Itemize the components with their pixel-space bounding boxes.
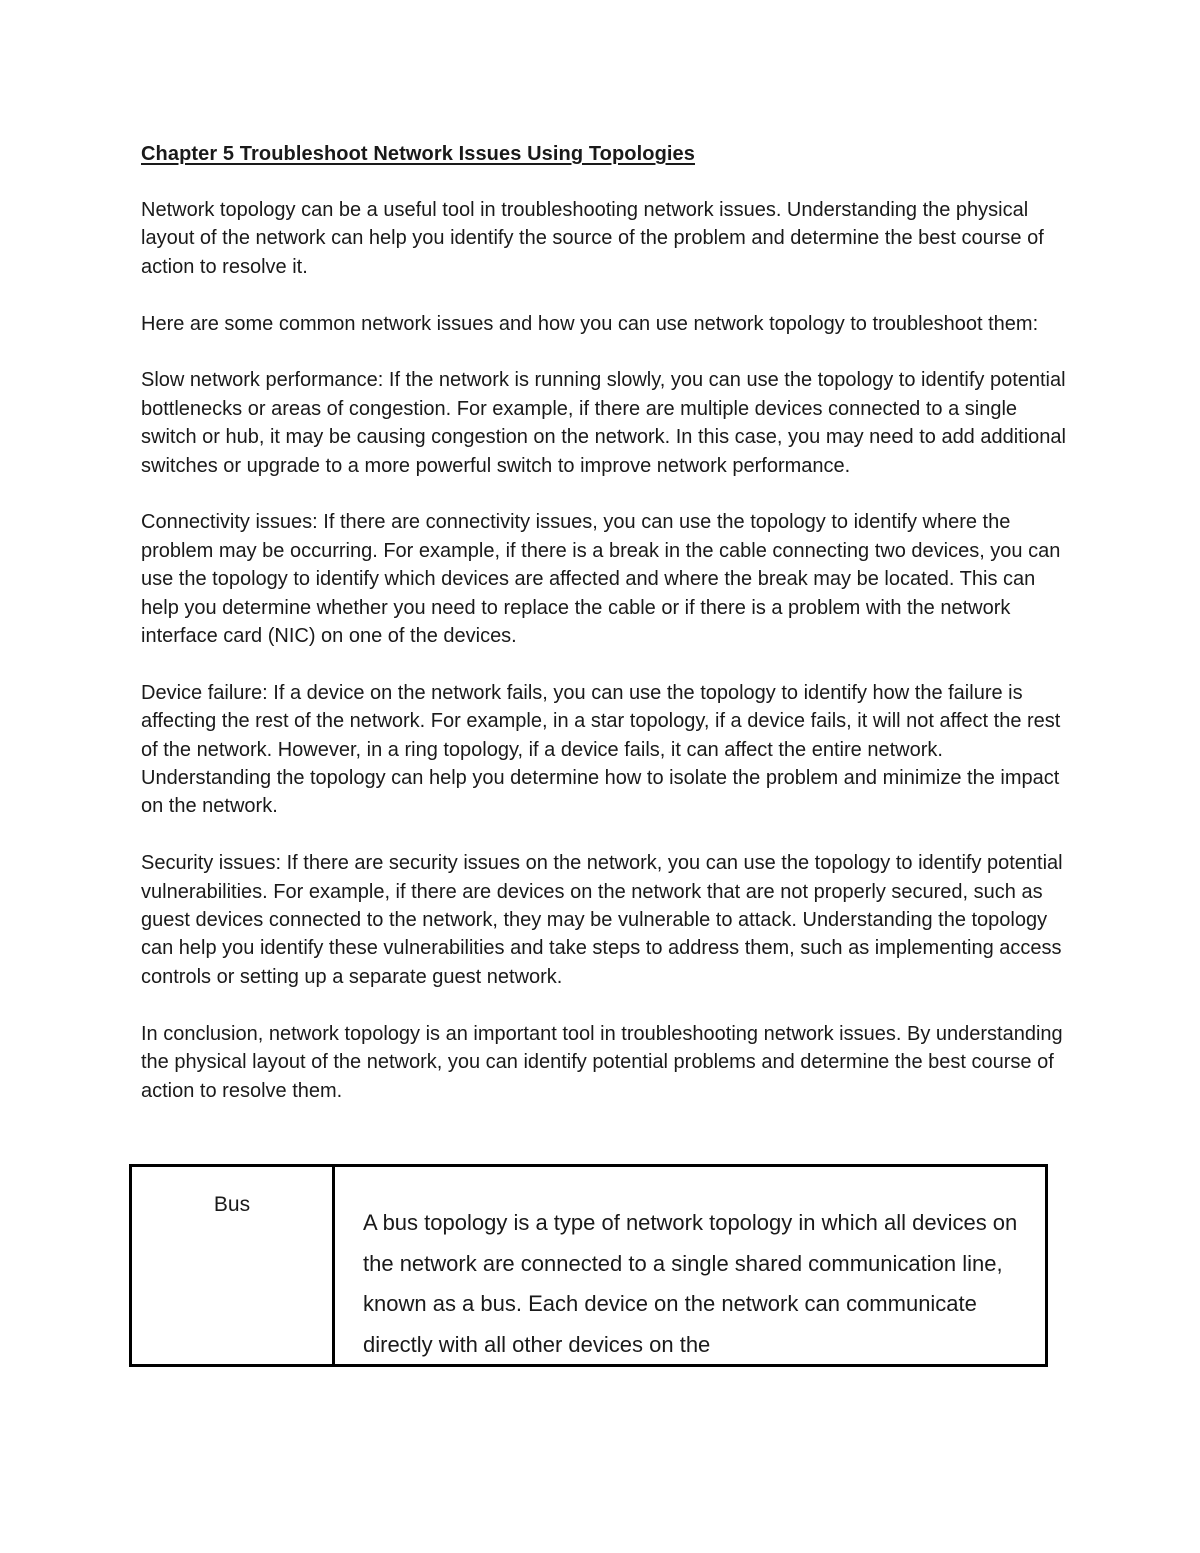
paragraph-connectivity: Connectivity issues: If there are connectivity issues, you can use the topology to identify where the problem may be occurring. For example, if there is a break in the cable connecting two devices, you can use the topology to identify which devices are affected and where the break may be located. This can help you determine whether you need to replace the cable or if there is a problem with the network interface card (NIC) on one of the devices.: [141, 511, 1061, 648]
paragraph-conclusion: In conclusion, network topology is an important tool in troubleshooting network issues. By understanding the physical layout of the network, you can identify potential problems and determine the best course of action to resolve them.: [141, 1022, 1063, 1102]
paragraph-security: Security issues: If there are security issues on the network, you can use the topology to identify potential vulnerabilities. For example, if there are devices on the network that are not properly secured, such as guest devices connected to the network, they may be vulnerable to attack. Understanding the topology can help you identify these vulnerabilities and take steps to address them, such as implementing access controls or setting up a separate guest network.: [141, 852, 1063, 988]
table-cell-topology-description: A bus topology is a type of network topology in which all devices on the network are connected to a single shared communication line, known as a bus. Each device on the network can communicate directly with all other devices on the: [363, 1210, 1018, 1357]
paragraph-intro: Network topology can be a useful tool in troubleshooting network issues. Understanding the physical layout of the network can help you identify the source of the problem and determine the best course of action to resolve it.: [141, 199, 1044, 278]
paragraph-device-failure: Device failure: If a device on the network fails, you can use the topology to identify how the failure is affecting the rest of the network. For example, in a star topology, if a device fails, it will not affect the rest of the network. However, in a ring topology, if a device fails, it can affect the entire network. Understanding the topology can help you determine how to isolate the problem and minimize the impact on the network.: [141, 681, 1061, 818]
document-body: [141, 140, 1066, 1105]
paragraph-slow-performance: Slow network performance: If the network is running slowly, you can use the topology to identify potential bottlenecks or areas of congestion. For example, if there are multiple devices connected to a single switch or hub, it may be causing congestion on the network. In this case, you may need to add additional switches or upgrade to a more powerful switch to improve network performance.: [141, 369, 1066, 477]
page-title: Chapter 5 Troubleshoot Network Issues Using Topologies: [141, 143, 695, 165]
topology-table: [129, 1164, 1048, 1367]
paragraph-common-issues: Here are some common network issues and how you can use network topology to troubleshoot them:: [141, 312, 1039, 335]
table-cell-topology-name: Bus: [132, 1167, 335, 1364]
